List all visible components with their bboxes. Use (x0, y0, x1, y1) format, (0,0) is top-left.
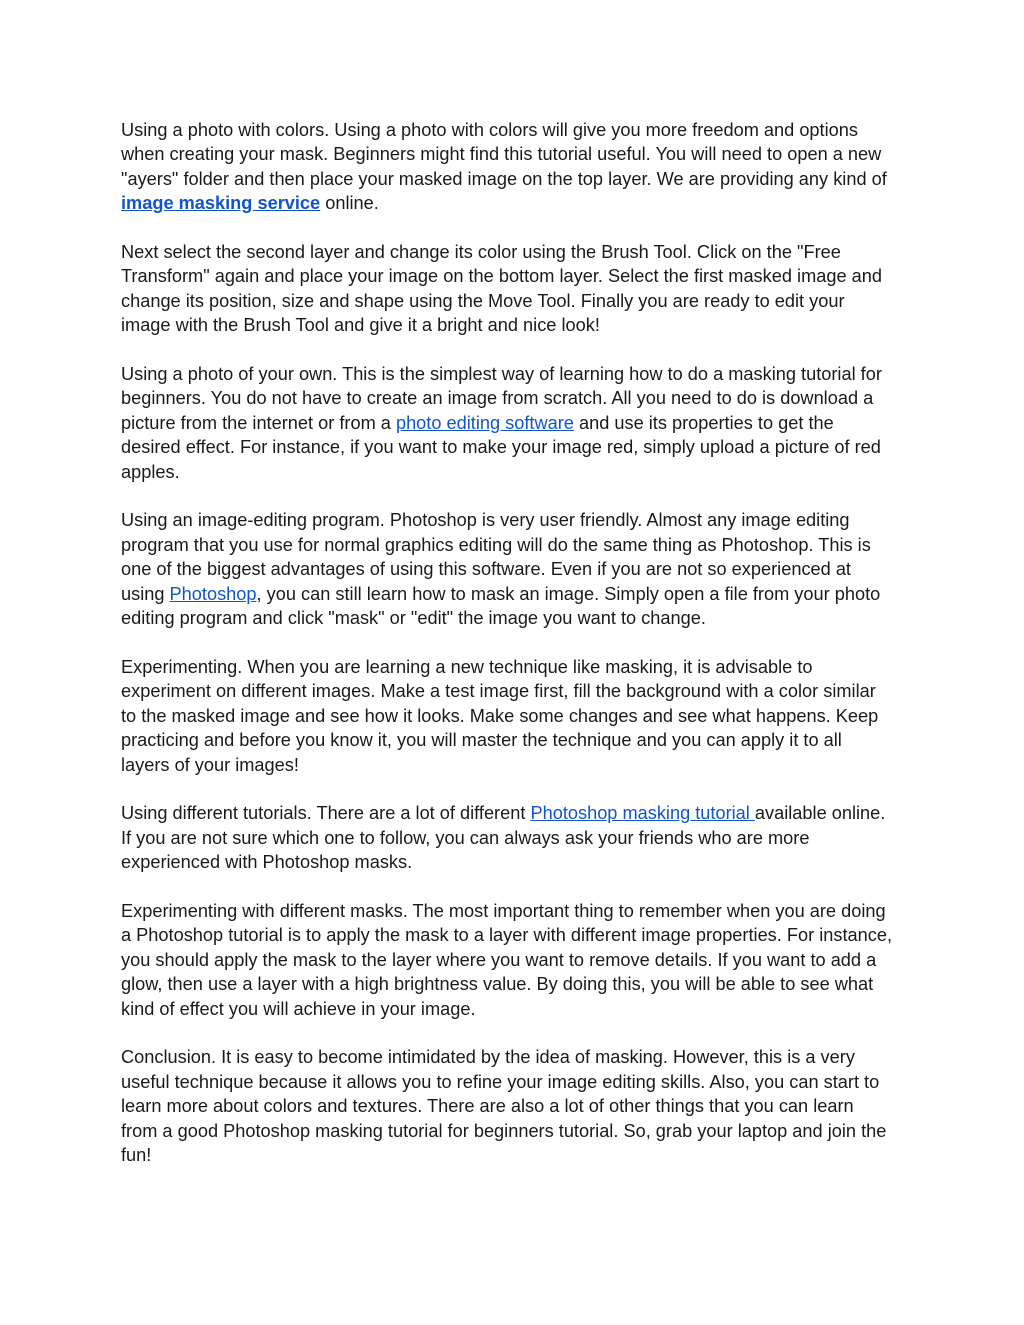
paragraph-text: Using different tutorials. There are a lot of different (121, 803, 531, 824)
photoshop-link[interactable]: Photoshop (169, 583, 257, 604)
paragraph-photo-with-colors (121, 118, 911, 216)
paragraph-text: Using a photo with colors. Using a photo with colors will give you more freedom and options when creating your mask. Beginners might find this tutorial useful. You will need to open a new "ayers" folder and then place your masked image on the top layer. We are providing any kind of (121, 120, 887, 189)
photoshop-masking-tutorial-link[interactable]: Photoshop masking tutorial (530, 803, 755, 824)
paragraph-text: available online. If you are not sure which one to follow, you can always ask your friends who are more experienced with Photoshop masks. (121, 803, 886, 873)
paragraph-second-layer: Next select the second layer and change its color using the Brush Tool. Click on the "Free Transform" again and place your image on the bottom layer. Select the first masked image and change its position, size and shape using the Move Tool. Finally you are ready to edit your image with the Brush Tool and give it a bright and nice look! (121, 242, 882, 336)
paragraph-conclusion: Conclusion. It is easy to become intimidated by the idea of masking. However, this is a very useful technique because it allows you to refine your image editing skills. Also, you can start to learn more about colors and textures. There are also a lot of other things that you can learn from a good Photoshop masking tutorial for beginners tutorial. So, grab your laptop and join the fun! (121, 1047, 887, 1165)
paragraph-text: , you can still learn how to mask an image. Simply open a file from your photo editing program and click "mask" or "edit" the image you want to change. (121, 583, 881, 629)
paragraph-image-editing-program (121, 508, 911, 630)
paragraph-different-masks: Experimenting with different masks. The most important thing to remember when you are doing a Photoshop tutorial is to apply the mask to a layer with different image properties. For instance, you should apply the mask to the layer where you want to remove details. If you want to add a glow, then use a layer with a high brightness value. By doing this, you will be able to see what kind of effect you will achieve in your image. (121, 900, 893, 1019)
photo-editing-software-link[interactable]: photo editing software (395, 412, 574, 433)
paragraph-experimenting: Experimenting. When you are learning a new technique like masking, it is advisable to experiment on different images. Make a test image first, fill the background with a color similar to the masked image and see how it looks. Make some changes and see what happens. Keep practicing and before you know it, you will master the technique and you can apply it to all layers of your images! (121, 656, 879, 775)
paragraph-photo-of-your-own (121, 362, 911, 484)
paragraph-different-tutorials (121, 801, 911, 874)
image-masking-service-link[interactable]: image masking service (121, 193, 321, 214)
paragraph-text: Using a photo of your own. This is the simplest way of learning how to do a masking tutorial for beginners. You do not have to create an image from scratch. All you need to do is download a picture from the internet or from a (121, 364, 882, 433)
paragraph-text: online. (320, 193, 379, 214)
paragraph-text: Using an image-editing program. Photoshop is very user friendly. Almost any image editing program that you use for normal graphics editing will do the same thing as Photoshop. This is one of the biggest advantages of using this software. Even if you are not so experienced at using (121, 510, 871, 604)
paragraph-text: and use its properties to get the desired effect. For instance, if you want to make your image red, simply upload a picture of red apples. (121, 412, 881, 482)
document-body (121, 118, 911, 1192)
